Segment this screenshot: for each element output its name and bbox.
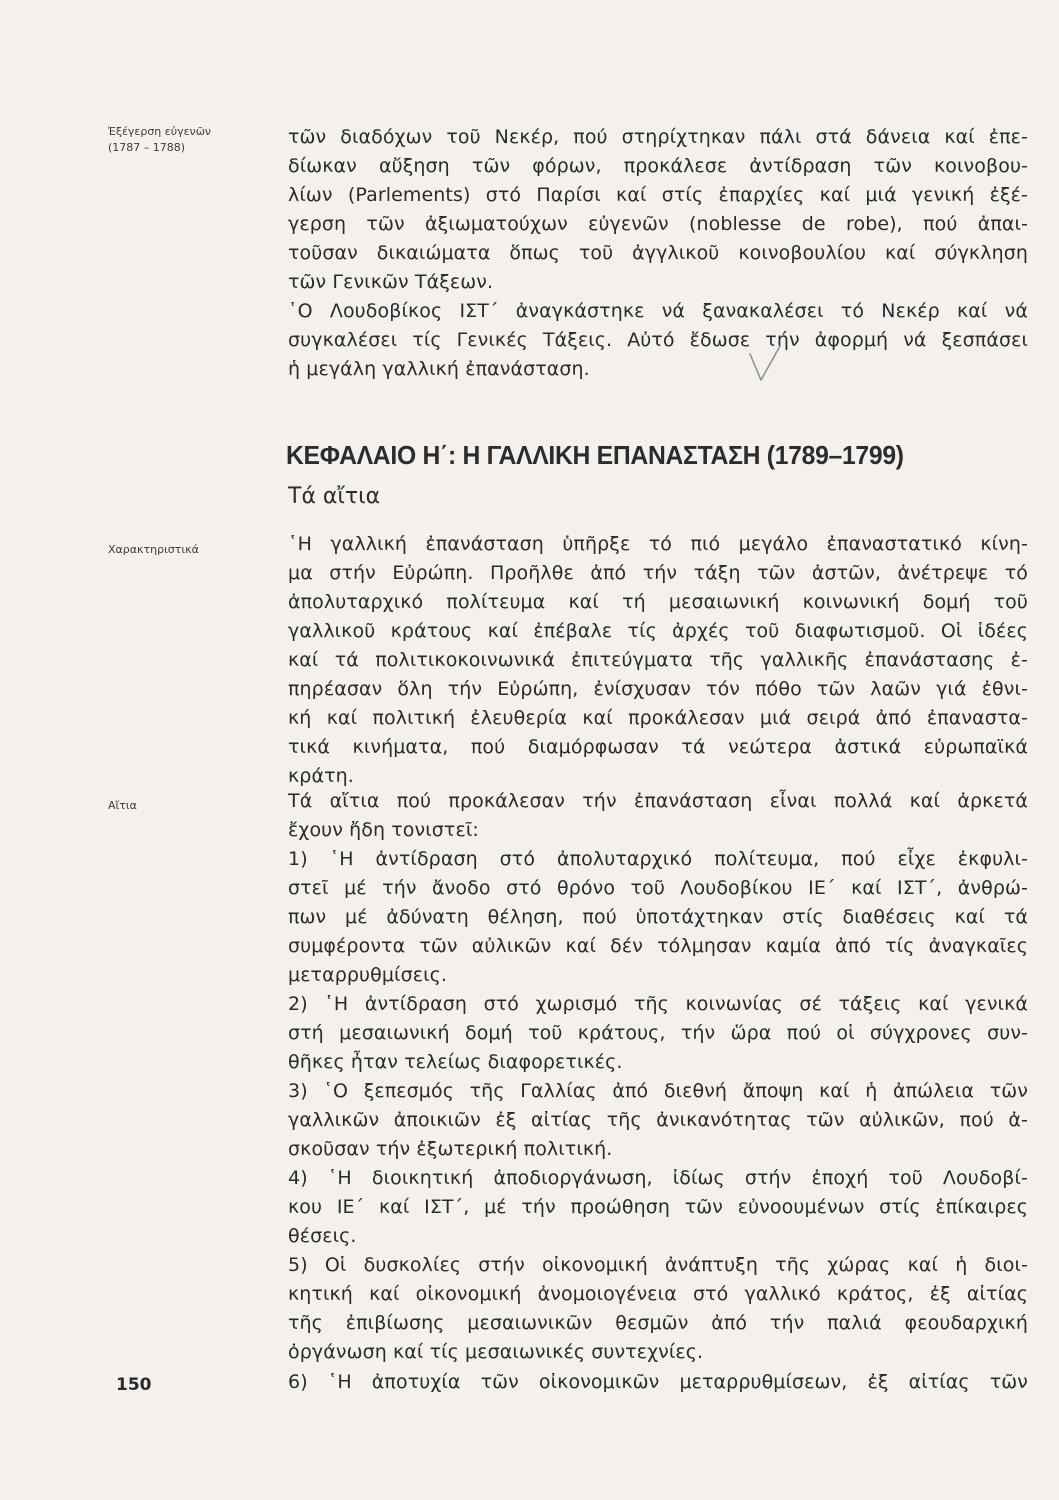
text-line: πηρέασαν ὅλη τήν Εὐρώπη, ἐνίσχυσαν τόν πόθο τῶν λαῶν γιά ἐθνι- <box>288 678 1028 700</box>
page-number: 150 <box>116 1375 152 1395</box>
margin-note-causes: Αἴτια <box>108 799 137 812</box>
cause-item-3 <box>288 1077 1028 1164</box>
text-line: συγκαλέσει τίς Γενικές Τάξεις. Αὐτό ἔδωσε τήν ἀφορμή νά ξεσπάσει <box>288 329 1028 351</box>
text-line: στή μεσαιωνική δομή τοῦ κράτους, τήν ὥρα πού οἱ σύγχρονες συν- <box>288 1022 1028 1044</box>
cause-item-5 <box>288 1251 1028 1367</box>
text-line: δίωκαν αὔξηση τῶν φόρων, προκάλεσε ἀντίδραση τῶν κοινοβου- <box>288 155 1028 177</box>
text-line: μα στήν Εὐρώπη. Προῆλθε ἀπό τήν τάξη τῶν ἀστῶν, ἀνέτρεψε τό <box>288 562 1028 584</box>
louis-paragraph <box>288 297 1028 384</box>
characteristics-paragraph <box>288 530 1028 791</box>
cause-item-6 <box>288 1368 1028 1397</box>
text-line: ἀπολυταρχικό πολίτευμα καί τή μεσαιωνική κοινωνική δομή τοῦ <box>288 591 1028 613</box>
margin-note-characteristics: Χαρακτηριστικά <box>108 543 199 556</box>
text-line: ἔχουν ἤδη τονιστεῖ: <box>288 819 479 841</box>
causes-intro-paragraph <box>288 787 1028 845</box>
text-line: ἡ μεγάλη γαλλική ἐπανάσταση. <box>288 358 590 380</box>
cause-item-1 <box>288 845 1028 990</box>
text-line: κου ΙΕ΄ καί ΙΣΤ΄, μέ τήν προώθηση τῶν εὐνοουμένων στίς ἐπίκαιρες <box>288 1196 1028 1218</box>
intro-paragraph <box>288 123 1028 297</box>
text-line: κράτη. <box>288 765 354 787</box>
text-line: ὀργάνωση καί τίς μεσαιωνικές συντεχνίες. <box>288 1341 704 1363</box>
text-line: τῆς ἐπιβίωσης μεσαιωνικῶν θεσμῶν ἀπό τήν παλιά φεουδαρχική <box>288 1312 1028 1334</box>
text-line: τοῦσαν δικαιώματα ὅπως τοῦ ἀγγλικοῦ κοινοβουλίου καί σύγκληση <box>288 242 1028 264</box>
text-line: 2) ῾Η ἀντίδραση στό χωρισμό τῆς κοινωνίας σέ τάξεις καί γενικά <box>288 993 1028 1015</box>
text-line: θέσεις. <box>288 1225 357 1247</box>
margin-note-line: Ἐξέγερση εὐγενῶν <box>108 125 212 138</box>
section-title: Τά αἴτια <box>288 484 381 509</box>
text-line: γαλλικοῦ κράτους καί ἐπέβαλε τίς ἀρχές τοῦ διαφωτισμοῦ. Οἱ ἰδέες <box>288 620 1028 642</box>
chapter-title: ΚΕΦΑΛΑΙΟ Η΄: Η ΓΑΛΛΙΚΗ ΕΠΑΝΑΣΤΑΣΗ (1789–1799) <box>286 440 904 470</box>
text-line: σκοῦσαν τήν ἐξωτερική πολιτική. <box>288 1138 613 1160</box>
text-line: θῆκες ἦταν τελείως διαφορετικές. <box>288 1051 623 1073</box>
text-line: 1) ῾Η ἀντίδραση στό ἀπολυταρχικό πολίτευμα, πού εἶχε ἐκφυλι- <box>288 848 1028 870</box>
text-line: μεταρρυθμίσεις. <box>288 964 448 986</box>
text-line: γαλλικῶν ἀποικιῶν ἐξ αἰτίας τῆς ἀνικανότητας τῶν αὐλικῶν, πού ἀ- <box>288 1109 1028 1131</box>
text-line: 6) ῾Η ἀποτυχία τῶν οἰκονομικῶν μεταρρυθμίσεων, ἐξ αἰτίας τῶν <box>288 1371 1028 1393</box>
text-line: τικά κινήματα, πού διαμόρφωσαν τά νεώτερα ἀστικά εὐρωπαϊκά <box>288 736 1028 758</box>
text-line: γερση τῶν ἀξιωματούχων εὐγενῶν (noblesse de robe), πού ἀπαι- <box>288 213 1028 235</box>
handwritten-check-mark <box>747 342 785 384</box>
cause-item-2 <box>288 990 1028 1077</box>
text-line: 3) ῾Ο ξεπεσμός τῆς Γαλλίας ἀπό διεθνή ἄποψη καί ἡ ἀπώλεια τῶν <box>288 1080 1028 1102</box>
text-line: 5) Οἱ δυσκολίες στήν οἰκονομική ἀνάπτυξη τῆς χώρας καί ἡ διοι- <box>288 1254 1028 1276</box>
text-line: στεῖ μέ τήν ἄνοδο στό θρόνο τοῦ Λουδοβίκου ΙΕ΄ καί ΙΣΤ΄, ἀνθρώ- <box>288 877 1028 899</box>
text-line: τῶν Γενικῶν Τάξεων. <box>288 271 494 293</box>
cause-item-4 <box>288 1164 1028 1251</box>
margin-note-line: (1787 – 1788) <box>108 141 186 154</box>
text-line: λίων (Parlements) στό Παρίσι καί στίς ἐπαρχίες καί μιά γενική ἐξέ- <box>288 184 1028 206</box>
text-line: πων μέ ἀδύνατη θέληση, πού ὑποτάχτηκαν στίς διαθέσεις καί τά <box>288 906 1028 928</box>
text-line: τῶν διαδόχων τοῦ Νεκέρ, πού στηρίχτηκαν πάλι στά δάνεια καί ἐπε- <box>288 126 1028 148</box>
text-line: 4) ῾Η διοικητική ἀποδιοργάνωση, ἰδίως στήν ἐποχή τοῦ Λουδοβί- <box>288 1167 1028 1189</box>
text-line: κή καί πολιτική ἐλευθερία καί προκάλεσαν μιά σειρά ἀπό ἐπαναστα- <box>288 707 1028 729</box>
text-line: καί τά πολιτικοκοινωνικά ἐπιτεύγματα τῆς γαλλικῆς ἐπανάστασης ἐ- <box>288 649 1028 671</box>
text-line: ῾Ο Λουδοβίκος ΙΣΤ΄ ἀναγκάστηκε νά ξανακαλέσει τό Νεκέρ καί νά <box>288 300 1028 322</box>
margin-note-noble-revolt <box>108 124 248 156</box>
text-line: κητική καί οἰκονομική ἀνομοιογένεια στό γαλλικό κράτος, ἐξ αἰτίας <box>288 1283 1028 1305</box>
text-line: συμφέροντα τῶν αὐλικῶν καί δέν τόλμησαν καμία ἀπό τίς ἀναγκαῖες <box>288 935 1028 957</box>
text-line: ῾Η γαλλική ἐπανάσταση ὑπῆρξε τό πιό μεγάλο ἐπαναστατικό κίνη- <box>288 533 1028 555</box>
text-line: Τά αἴτια πού προκάλεσαν τήν ἐπανάσταση εἶναι πολλά καί ἀρκετά <box>288 790 1028 812</box>
